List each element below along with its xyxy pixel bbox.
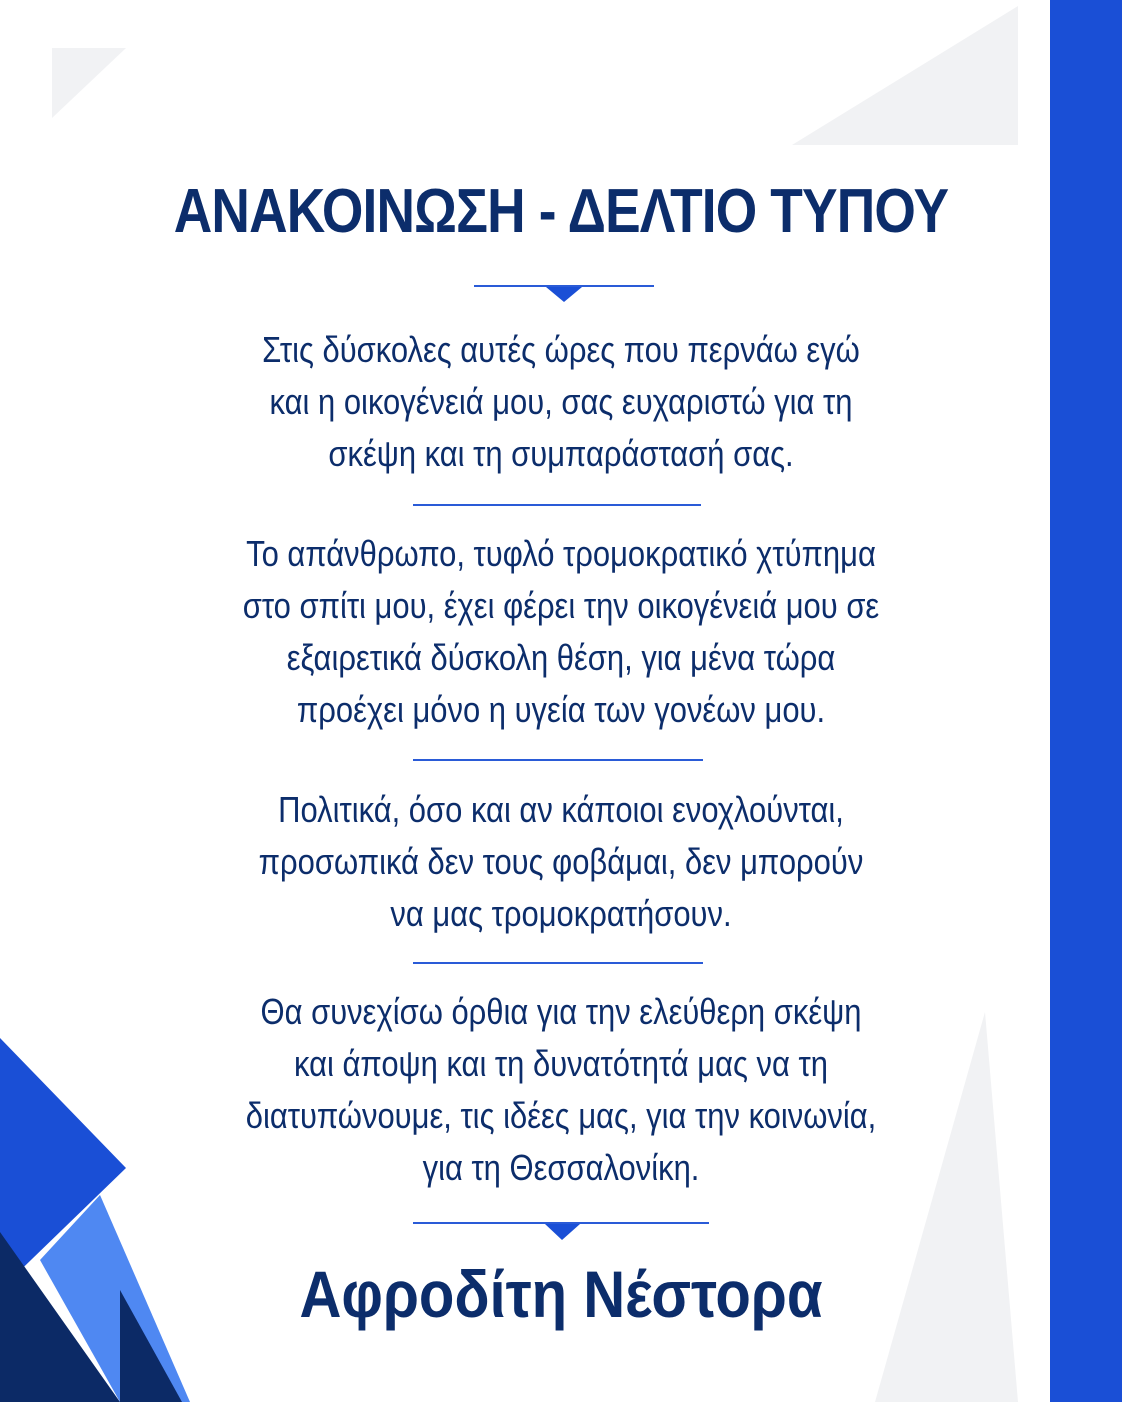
paragraph-line: Θα συνεχίσω όρθια για την ελεύθερη σκέψη [260,991,862,1032]
paragraph-1 [0,324,1122,480]
divider-5 [413,1223,709,1240]
paragraph-line: Το απάνθρωπο, τυφλό τρομοκρατικό χτύπημα [246,533,876,574]
paragraph-line: Πολιτικά, όσο και αν κάποιοι ενοχλούνται, [278,789,844,830]
paragraph-line: και άποψη και τη δυνατότητά μας να τη [294,1043,828,1084]
paragraph-line: για τη Θεσσαλονίκη. [422,1147,700,1188]
paragraph-line: εξαιρετικά δύσκολη θέση, για μένα τώρα [286,637,836,678]
paragraph-line: προσωπικά δεν τους φοβάμαι, δεν μπορούν [258,841,864,882]
signature-name: Αφροδίτη Νέστορα [299,1257,823,1331]
top-right-gray-triangle [792,6,1018,145]
paragraph-3 [0,784,1122,940]
paragraph-line: στο σπίτι μου, έχει φέρει την οικογένειά μου σε [242,585,880,626]
paragraph-line: προέχει μόνο η υγεία των γονέων μου. [296,689,826,730]
paragraph-line: σκέψη και τη συμπαράστασή σας. [328,433,794,474]
paragraph-line: Στις δύσκολες αυτές ώρες που περνάω εγώ [262,329,860,370]
paragraph-line: να μας τρομοκρατήσουν. [390,893,732,934]
paragraph-line: και η οικογένειά μου, σας ευχαριστώ για τη [269,381,853,422]
divider-1 [474,286,654,302]
paragraph-4 [0,986,1122,1194]
paragraph-2 [0,528,1122,736]
page-title: ΑΝΑΚΟΙΝΩΣΗ - ΔΕΛΤΙΟ ΤΥΠΟΥ [173,177,949,246]
paragraph-line: διατυπώνουμε, τις ιδέες μας, για την κοινωνία, [245,1095,877,1136]
top-left-gray-triangle [52,48,126,118]
